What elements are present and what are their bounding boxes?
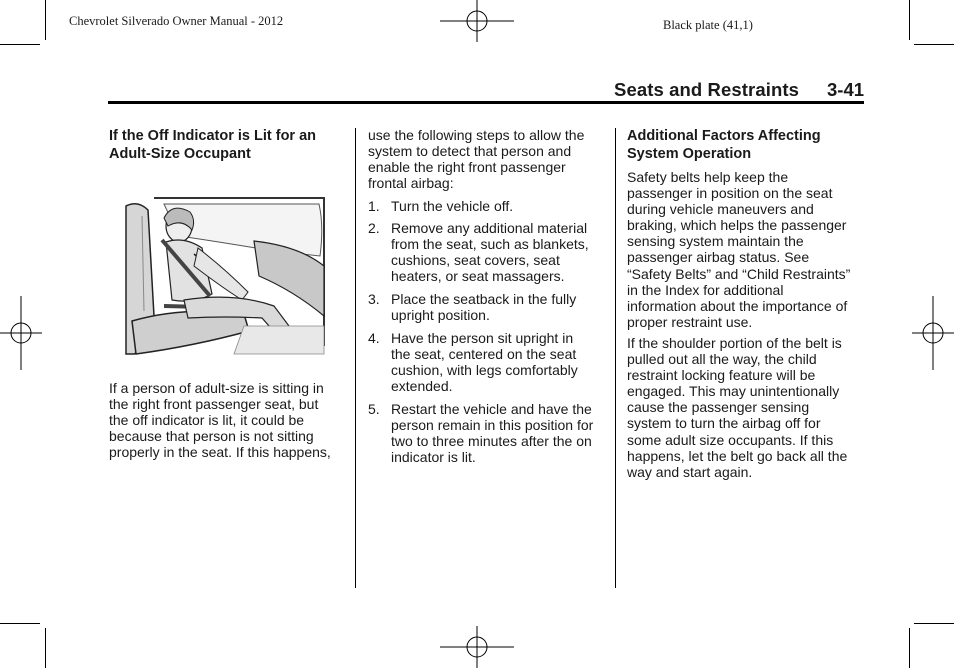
column-divider: [615, 128, 616, 588]
crop-mark: [914, 623, 954, 624]
registration-mark-right-icon: [912, 296, 954, 370]
crop-mark: [914, 44, 954, 45]
col3-paragraph-2: If the shoulder portion of the belt is pulled out all the way, the child restraint locking feature will be engaged. This may unintentionally cause the passenger sensing system to turn the airbag off for some adult size occupants. If this happens, let the belt go back all the way and start again.: [627, 335, 848, 480]
crop-mark: [45, 0, 46, 40]
col2-intro: use the following steps to allow the system to detect that person and enable the right front passenger frontal airbag:: [368, 127, 585, 192]
registration-mark-bottom-icon: [440, 626, 514, 668]
crop-mark: [909, 628, 910, 668]
crop-mark: [0, 44, 40, 45]
manual-title: Chevrolet Silverado Owner Manual - 2012: [69, 14, 284, 28]
crop-mark: [45, 628, 46, 668]
registration-mark-left-icon: [0, 296, 42, 370]
header-rule: [108, 101, 864, 104]
crop-mark: [0, 623, 40, 624]
col1-paragraph: If a person of adult-size is sitting in the right front passenger seat, but the off indicator is lit, it could be because that person is not sitting properly in the seat. If this happens,: [109, 380, 331, 461]
adult-passenger-illustration: [124, 196, 328, 356]
plate-label: Black plate (41,1): [663, 18, 753, 32]
section-title: Seats and Restraints: [614, 79, 800, 100]
col3-heading: Additional Factors Affecting System Operation: [627, 128, 821, 162]
crop-mark: [909, 0, 910, 40]
col1-heading: If the Off Indicator is Lit for an Adult-Size Occupant: [109, 128, 317, 162]
column-divider: [355, 128, 356, 588]
page-number: 3-41: [827, 79, 865, 100]
registration-mark-top-icon: [440, 0, 514, 42]
col3-paragraph-1: Safety belts help keep the passenger in position on the seat during vehicle maneuvers and braking, which helps the passenger sensing system maintain the passenger airbag status. See “Safety Belts” and “Child Restraints” in the Index for additional information about the importance of proper restraint use.: [627, 169, 851, 330]
